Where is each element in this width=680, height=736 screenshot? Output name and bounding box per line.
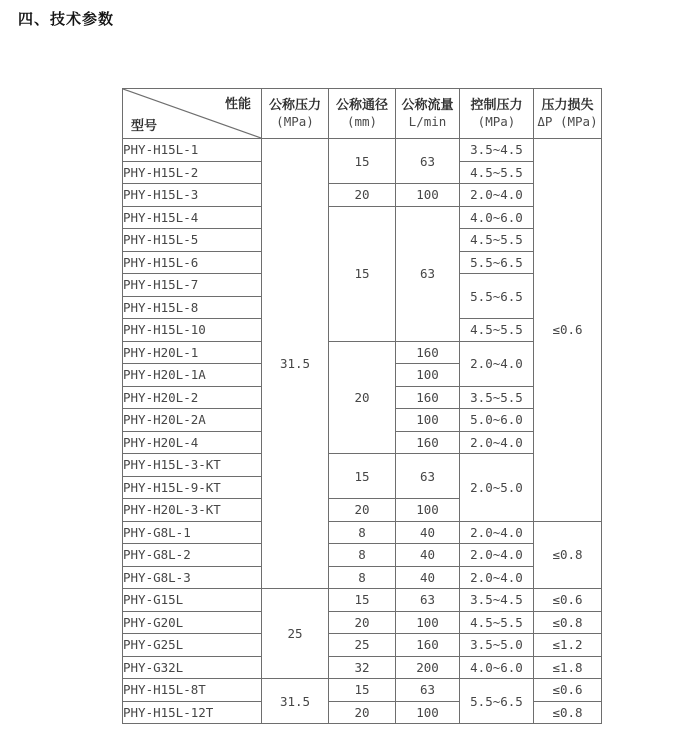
value-cell: 2.0~4.0 [460,544,534,567]
value-cell: 32 [329,656,396,679]
value-cell: 2.0~4.0 [460,566,534,589]
model-cell: PHY-H15L-7 [123,274,262,297]
value-cell: 5.5~6.5 [460,274,534,319]
model-cell: PHY-H15L-12T [123,701,262,724]
value-cell: 160 [396,386,460,409]
model-cell: PHY-H15L-5 [123,229,262,252]
value-cell: 31.5 [262,679,329,724]
header-nominal-diameter [329,89,396,139]
model-cell: PHY-G20L [123,611,262,634]
header-unit: (MPa) [477,114,516,129]
value-cell: 4.0~6.0 [460,656,534,679]
model-cell: PHY-H20L-2 [123,386,262,409]
header-unit: (mm) [346,114,378,129]
model-cell: PHY-H15L-8 [123,296,262,319]
model-cell: PHY-H15L-2 [123,161,262,184]
value-cell: 3.5~4.5 [460,589,534,612]
value-cell: 4.5~5.5 [460,161,534,184]
model-cell: PHY-H20L-4 [123,431,262,454]
table-header [123,89,602,139]
value-cell: 3.5~5.5 [460,386,534,409]
value-cell: 4.5~5.5 [460,319,534,342]
value-cell: 63 [396,589,460,612]
model-cell: PHY-G25L [123,634,262,657]
value-cell: 200 [396,656,460,679]
model-cell: PHY-H15L-4 [123,206,262,229]
value-cell: 160 [396,431,460,454]
header-row [123,89,602,139]
value-cell: 4.0~6.0 [460,206,534,229]
value-cell: ≤0.8 [534,611,602,634]
value-cell: 3.5~4.5 [460,139,534,162]
value-cell: 160 [396,634,460,657]
value-cell: 100 [396,409,460,432]
table-row [123,206,602,229]
table-row [123,544,602,567]
header-unit: (MPa) [276,114,314,129]
model-cell: PHY-G8L-2 [123,544,262,567]
header-label: 公称流量 [401,98,454,113]
model-cell: PHY-H15L-6 [123,251,262,274]
table-row [123,566,602,589]
value-cell: 15 [329,139,396,184]
value-cell: 3.5~5.0 [460,634,534,657]
header-unit: ΔP (MPa) [537,114,598,129]
model-cell: PHY-H15L-1 [123,139,262,162]
value-cell: ≤1.8 [534,656,602,679]
value-cell: 15 [329,679,396,702]
model-cell: PHY-H20L-1 [123,341,262,364]
model-cell: PHY-H15L-3 [123,184,262,207]
header-performance-label: 性能 [224,97,251,112]
value-cell: 2.0~4.0 [460,431,534,454]
model-cell: PHY-H20L-2A [123,409,262,432]
value-cell: 100 [396,499,460,522]
value-cell: 4.5~5.5 [460,229,534,252]
value-cell: 20 [329,701,396,724]
value-cell: 25 [262,589,329,679]
header-label: 公称通径 [335,98,388,113]
value-cell: ≤0.6 [534,679,602,702]
table-row [123,521,602,544]
model-cell: PHY-H15L-9-KT [123,476,262,499]
value-cell: 63 [396,206,460,341]
model-cell: PHY-G32L [123,656,262,679]
value-cell: ≤0.6 [534,589,602,612]
value-cell: 8 [329,521,396,544]
value-cell: 100 [396,184,460,207]
value-cell: 31.5 [262,139,329,589]
header-label: 压力损失 [541,98,594,113]
table-row [123,139,602,162]
value-cell: 5.0~6.0 [460,409,534,432]
header-nominal-pressure [262,89,329,139]
value-cell: 8 [329,544,396,567]
value-cell: 2.0~4.0 [460,521,534,544]
model-cell: PHY-H20L-1A [123,364,262,387]
table-row [123,184,602,207]
table-row [123,634,602,657]
header-unit: L/min [408,114,447,129]
value-cell: 63 [396,139,460,184]
header-pressure-loss [534,89,602,139]
table-row [123,454,602,477]
value-cell: 2.0~5.0 [460,454,534,522]
value-cell: ≤0.8 [534,521,602,589]
value-cell: 2.0~4.0 [460,184,534,207]
value-cell: 5.5~6.5 [460,679,534,724]
value-cell: 20 [329,184,396,207]
table-row [123,611,602,634]
value-cell: 40 [396,521,460,544]
value-cell: ≤1.2 [534,634,602,657]
value-cell: 15 [329,454,396,499]
model-cell: PHY-H15L-10 [123,319,262,342]
header-control-pressure [460,89,534,139]
header-nominal-flow [396,89,460,139]
model-cell: PHY-H15L-3-KT [123,454,262,477]
value-cell: ≤0.8 [534,701,602,724]
value-cell: 63 [396,679,460,702]
model-cell: PHY-H15L-8T [123,679,262,702]
section-title: 四、技术参数 [18,10,115,28]
value-cell: 100 [396,611,460,634]
header-label: 控制压力 [470,98,523,113]
value-cell: 40 [396,544,460,567]
value-cell: 5.5~6.5 [460,251,534,274]
table-row [123,679,602,702]
table-body [123,139,602,724]
table-row [123,589,602,612]
value-cell: 15 [329,206,396,341]
parameters-table-container [122,88,602,724]
value-cell: 4.5~5.5 [460,611,534,634]
header-label: 公称压力 [268,98,321,113]
value-cell: 8 [329,566,396,589]
table-row [123,656,602,679]
value-cell: 2.0~4.0 [460,341,534,386]
value-cell: 20 [329,499,396,522]
model-cell: PHY-G8L-1 [123,521,262,544]
model-cell: PHY-G8L-3 [123,566,262,589]
value-cell: 15 [329,589,396,612]
header-model-label: 型号 [131,119,158,134]
value-cell: 20 [329,341,396,454]
value-cell: 20 [329,611,396,634]
parameters-table [122,88,602,724]
model-cell: PHY-H20L-3-KT [123,499,262,522]
value-cell: ≤0.6 [534,139,602,522]
table-row [123,341,602,364]
value-cell: 160 [396,341,460,364]
value-cell: 100 [396,701,460,724]
value-cell: 25 [329,634,396,657]
value-cell: 100 [396,364,460,387]
model-cell: PHY-G15L [123,589,262,612]
diagonal-header-cell [123,89,262,139]
value-cell: 63 [396,454,460,499]
value-cell: 40 [396,566,460,589]
